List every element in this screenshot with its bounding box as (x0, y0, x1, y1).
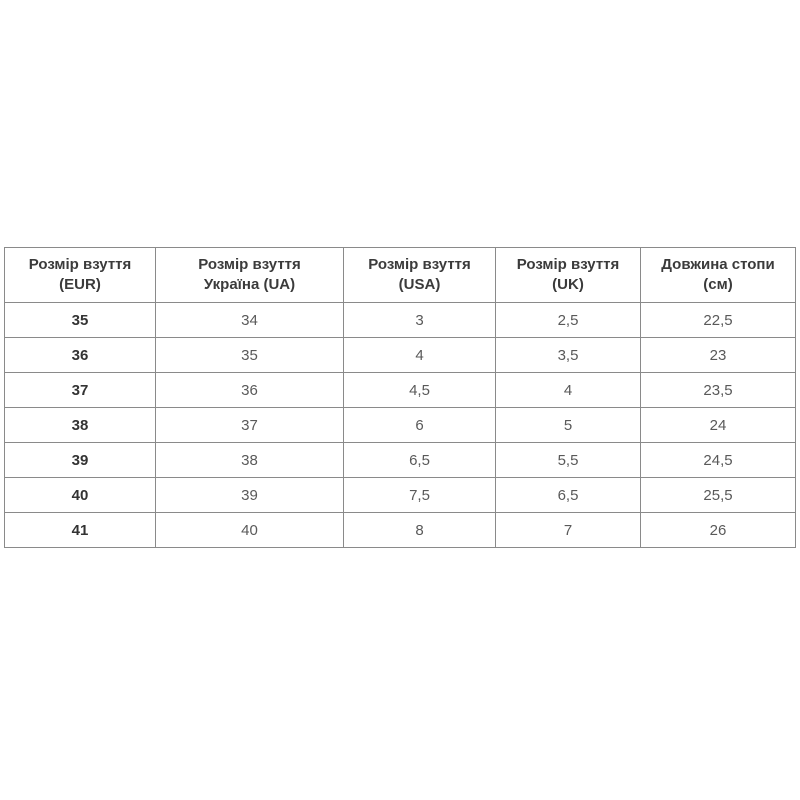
size-cell: 34 (156, 303, 344, 338)
header-row (5, 248, 796, 303)
header-line2: (см) (703, 276, 733, 293)
table-row (5, 303, 796, 338)
header-cell-usa (344, 248, 496, 303)
shoe-size-conversion-table (4, 247, 796, 548)
size-cell: 4 (496, 373, 641, 408)
size-cell: 35 (156, 338, 344, 373)
size-cell: 36 (156, 373, 344, 408)
size-cell: 4 (344, 338, 496, 373)
size-cell: 6,5 (344, 443, 496, 478)
size-conversion-table-container (4, 247, 795, 548)
size-cell: 6,5 (496, 478, 641, 513)
size-cell: 8 (344, 513, 496, 548)
size-cell-eur: 39 (5, 443, 156, 478)
header-cell-uk (496, 248, 641, 303)
table-row (5, 513, 796, 548)
size-cell: 26 (641, 513, 796, 548)
size-cell: 4,5 (344, 373, 496, 408)
table-row (5, 338, 796, 373)
table-row (5, 443, 796, 478)
header-line2: (USA) (398, 276, 441, 293)
size-cell: 38 (156, 443, 344, 478)
size-cell: 2,5 (496, 303, 641, 338)
table-body (5, 303, 796, 548)
header-cell-foot-length (641, 248, 796, 303)
header-line1: Розмір взуття (198, 256, 301, 273)
header-line1: Розмір взуття (516, 256, 620, 273)
size-cell: 5 (496, 408, 641, 443)
header-line2: Україна (UA) (203, 276, 296, 293)
size-cell: 3,5 (496, 338, 641, 373)
size-cell-eur: 37 (5, 373, 156, 408)
size-cell: 23,5 (641, 373, 796, 408)
size-cell: 7 (496, 513, 641, 548)
header-line1: Розмір взуття (368, 256, 471, 273)
size-cell-eur: 36 (5, 338, 156, 373)
size-cell: 40 (156, 513, 344, 548)
header-cell-ua (156, 248, 344, 303)
size-cell-eur: 38 (5, 408, 156, 443)
header-line2: (EUR) (59, 276, 101, 293)
header-line1: Довжина стопи (661, 256, 775, 273)
size-cell: 6 (344, 408, 496, 443)
size-cell: 23 (641, 338, 796, 373)
table-header (5, 248, 796, 303)
header-line1: Розмір взуття (28, 256, 132, 273)
size-cell: 24 (641, 408, 796, 443)
size-cell: 25,5 (641, 478, 796, 513)
size-cell-eur: 41 (5, 513, 156, 548)
table-row (5, 408, 796, 443)
size-cell: 3 (344, 303, 496, 338)
size-cell: 24,5 (641, 443, 796, 478)
size-cell: 39 (156, 478, 344, 513)
size-cell: 7,5 (344, 478, 496, 513)
size-cell-eur: 40 (5, 478, 156, 513)
size-cell-eur: 35 (5, 303, 156, 338)
size-cell: 22,5 (641, 303, 796, 338)
size-cell: 5,5 (496, 443, 641, 478)
size-cell: 37 (156, 408, 344, 443)
header-cell-eur (5, 248, 156, 303)
table-row (5, 373, 796, 408)
header-line2: (UK) (552, 276, 584, 293)
table-row (5, 478, 796, 513)
